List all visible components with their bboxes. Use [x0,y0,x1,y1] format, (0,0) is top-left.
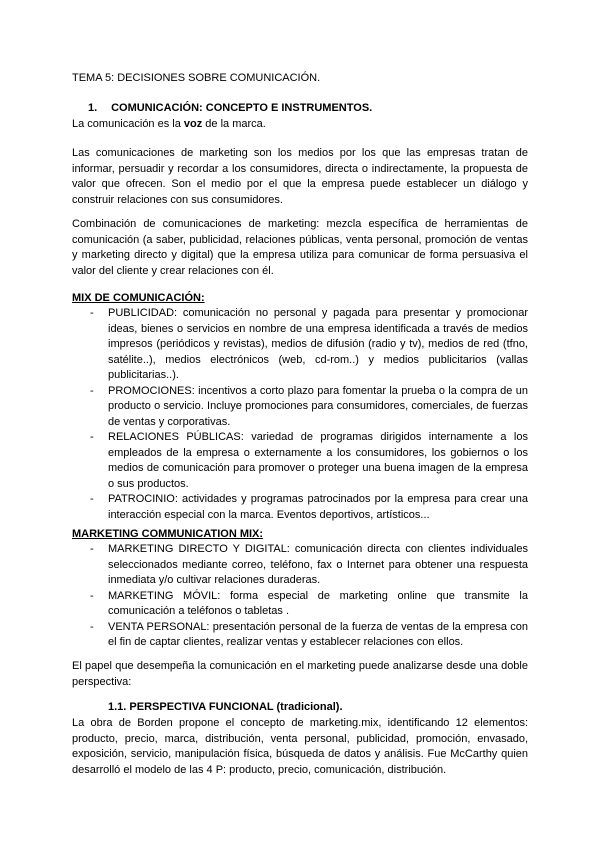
bullet-dash: - [90,543,94,555]
bullet-dash: - [90,620,94,633]
paragraph-borden: La obra de Borden propone el concepto de marketing.mix, identificando 12 elementos: producto, precio, marca, distribución, venta personal, publicidad, promoción, envasado, exposición, servicio, manipulación física, búsqueda de datos y análisis. Fue McCarthy quien desarrolló el modelo de las 4 P: producto, precio, comunicación, distribución. [72,717,528,776]
subsection-number: 1.1. [108,701,127,713]
section-heading-text: COMUNICACIÓN: CONCEPTO E INSTRUMENTOS. [111,102,373,114]
paragraph-definition: Las comunicaciones de marketing son los medios por los que las empresas tratan de informar, persuadir y recordar a los consumidores, directa o indirectamente, la propuesta de valor que ofrecen. Son el medio por el que la empresa puede establecer un diálogo y construir relaciones con sus consumidores. [72,147,528,206]
paragraph-perspective: El papel que desempeña la comunicación en el marketing puede analizarse desde una doble perspectiva: [72,660,528,688]
bullet-dash: - [90,307,94,319]
intro-text-end: de la marca. [202,118,266,130]
list-item-text: MARKETING MÓVIL: forma especial de marketing online que transmite la comunicación a teléfonos o tabletas . [108,589,528,617]
list-item [72,306,528,384]
intro-text-start: La comunicación es la [72,118,184,130]
marketing-mix-heading: MARKETING COMMUNICATION MIX: [72,528,264,540]
mix-heading: MIX DE COMUNICACIÓN: [72,292,205,304]
list-item-text: MARKETING DIRECTO Y DIGITAL: comunicación directa con clientes individuales seleccionados mediante correo, teléfono, fax o Internet para obtener una respuesta inmediata y/o cultivar relaciones duraderas. [108,543,528,586]
bullet-dash: - [90,589,94,602]
subsection-title-bold: (tradicional). [273,701,343,713]
list-item [72,384,528,431]
section-heading [72,101,528,117]
list-item-text: RELACIONES PÚBLICAS: variedad de programas dirigidos internamente a los empleados de la empresa o externamente a los consumidores, los gobiernos o los medios de comunicación para promover o proteger una buena imagen de la empresa o sus productos. [108,431,528,490]
marketing-mix-list [72,542,528,651]
intro-sentence [72,117,528,133]
subsection-heading [108,700,528,716]
topic-title: TEMA 5: DECISIONES SOBRE COMUNICACIÓN. [72,72,321,84]
bullet-dash: - [90,493,94,505]
mix-list [72,306,528,523]
subsection-title: PERSPECTIVA FUNCIONAL [129,701,274,713]
list-item-text: VENTA PERSONAL: presentación personal de la fuerza de ventas de la empresa con el fin de captar clientes, realizar ventas y establecer relaciones con ellos. [108,620,528,648]
list-item-text: PUBLICIDAD: comunicación no personal y pagada para presentar y promocionar ideas, bienes o servicios en nombre de una empresa identificada a través de medios impresos (periódicos y revistas), medios de difusión (radio y tv), medios de red (tfno, satélite..), medios electrónicos (web, cd-rom..) y medios publicitarios (vallas publicitarias..). [108,307,528,381]
list-item-text: PROMOCIONES: incentivos a corto plazo para fomentar la prueba o la compra de un producto o servicio. Incluye promociones para consumidores, comerciales, de fuerzas de ventas y corporativas. [108,384,528,428]
bullet-dash: - [90,431,94,443]
list-item-text: PATROCINIO: actividades y programas patrocinados por la empresa para crear una interacción especial con la marca. Eventos deportivos, artísticos... [108,493,528,521]
section-number: 1. [88,102,98,114]
bullet-dash: - [90,384,94,397]
intro-bold-word: voz [183,118,203,130]
list-item [72,542,528,589]
list-item [72,430,528,492]
paragraph-combination: Combinación de comunicaciones de marketing: mezcla específica de herramientas de comunicación (a saber, publicidad, relaciones públicas, venta personal, promoción de ventas y marketing directo y digital) que la empresa utiliza para comunicar de forma persuasiva el valor del cliente y crear relaciones con él. [72,218,528,277]
list-item [72,589,528,620]
list-item [72,620,528,651]
list-item [72,492,528,523]
